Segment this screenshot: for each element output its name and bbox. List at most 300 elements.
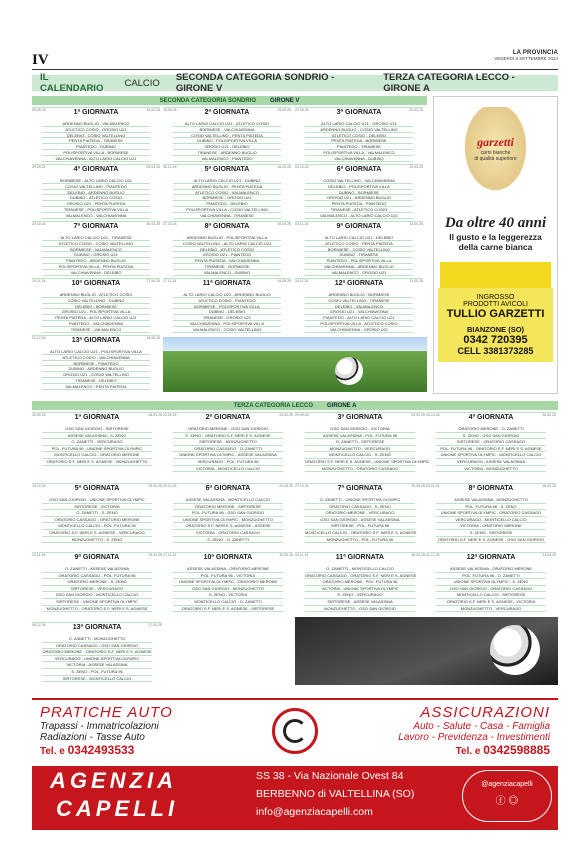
round-header <box>295 279 423 291</box>
round-header <box>32 222 160 234</box>
round-date-return: 16.03.25 <box>542 484 556 488</box>
match-row: ARDENNO BUGLIO - BORMIESE <box>305 292 413 298</box>
round-title: 7ª GIORNATA <box>73 223 119 230</box>
round-title: 11ª GIORNATA <box>202 280 251 287</box>
match-row: ASSESE VALASSINA - S. ZENO <box>42 433 152 440</box>
match-row: DELEBIO - ARDENNO BUGLIO <box>42 190 150 196</box>
match-row: O. ZANETTI - UNIONE SPORTIVA OLYMPIC <box>305 497 415 504</box>
garzetti-tag2: di qualità superiore <box>474 156 517 162</box>
round-date-first: 29.09.24 <box>295 413 309 417</box>
capelli-logo-icon <box>272 708 318 754</box>
round-title: 13ª GIORNATA <box>72 624 122 631</box>
round-title: 11ª GIORNATA <box>335 554 384 561</box>
round-date-first: 15.09.24 <box>32 413 46 417</box>
match-row: DELEBIO - POLISPORTIVA VILLA <box>305 184 413 190</box>
round-title: 4ª GIORNATA <box>468 414 514 421</box>
match-row: ORATORIO MERONE - O. ZANETTI <box>436 426 546 433</box>
match-row: DUBINO - ATLETICO COSIO <box>42 195 150 201</box>
garzetti-headline: Da oltre 40 anni <box>444 215 547 231</box>
match-row: GROSIO U21 - VALCHIAVENNA <box>305 309 413 315</box>
match-row: VALCHIAVENNA - TIRANESE <box>173 213 281 219</box>
match-row: GSO SAN GIORGIO - MONZUGHETTO <box>173 586 283 593</box>
match-row: O. ZANETTI - MONZUGHETTO <box>42 636 152 643</box>
match-row: ORATORIO MERONE - S. ZENO <box>42 579 152 586</box>
round-cell <box>295 278 423 333</box>
match-row: DUBINO - ARDENNO BUGLIO <box>42 366 150 372</box>
round-header <box>295 553 425 565</box>
round-date-return: 06.04.25 <box>277 222 291 226</box>
round-date-return: 18.05.25 <box>146 336 160 340</box>
section-header <box>32 72 558 94</box>
garzetti-town: BIANZONE (SO) <box>466 325 525 334</box>
match-row: MONZUGHETTO - POL. FUTURA 96 <box>305 537 415 544</box>
round-date-return: 11.05.25 <box>409 279 423 283</box>
match-row: DELEBIO - COSIO VALTELLINO <box>42 133 150 139</box>
round-date-return: 15.02.25 <box>146 108 160 112</box>
capelli-email: info@agenziacapelli.com <box>256 806 373 818</box>
match-row: POLISPORTIVA VILLA - VALMALENCO <box>305 150 413 156</box>
round-date-first: 22.09.24 <box>163 413 177 417</box>
match-row: ORATORIO MERONE - VERCURAGO <box>305 510 415 517</box>
round-date-return: 30.03.25 <box>279 553 293 557</box>
capelli-address1: SS 38 - Via Nazionale Ovest 84 <box>256 770 404 782</box>
round-date-first: 17.11.24 <box>163 279 177 283</box>
garzetti-name: TULLIO GARZETTI <box>446 308 545 320</box>
match-row: VALCHIAVENNA - DUBINO <box>305 156 413 162</box>
round-date-first: 03.11.24 <box>295 222 309 226</box>
match-row: SIRTORESE - POL. FUTURA 96 <box>305 523 415 530</box>
match-row: S. ZENO - ORATORIO S.F. NERI E S. AGNESE <box>173 433 283 440</box>
match-row: UNIONE SPORTIVA OLYMPIC - S. ZENO <box>436 579 546 586</box>
round-title: 10ª GIORNATA <box>203 554 253 561</box>
match-row: ORATORIO MERONE - SIRTORESE <box>173 504 283 511</box>
match-row: ORATORIO S.F. NERI E S. AGNESE - SIRTORESE <box>173 606 283 613</box>
football-icon <box>335 357 363 385</box>
round-date-return: 09.03.25 <box>146 165 160 169</box>
match-row: PIANTEDO - DELEBIO <box>173 201 281 207</box>
match-row: VERCURAGO - UNIONE SPORTIVA OLYMPIC <box>42 656 152 663</box>
round-header <box>163 484 293 496</box>
match-row: ALTO LARIO CALCIO U21 - GROSIO U21 <box>305 121 413 127</box>
round-cell <box>295 552 425 612</box>
round-cell <box>163 278 291 333</box>
match-row: ASSESE VALASSINA - ORATORIO MERONE <box>173 566 283 573</box>
match-row: VALMALENCO - GROSIO U21 <box>305 270 413 276</box>
terza-girone: GIRONE A <box>327 402 357 409</box>
match-row: GSO SAN GIORGIO - ORATORIO CASSAGO <box>436 586 546 593</box>
match-row: BORMIESE - GROSIO U21 <box>173 195 281 201</box>
round-cell <box>163 221 291 276</box>
round-title: 9ª GIORNATA <box>74 554 120 561</box>
seconda-section-bar <box>32 96 427 105</box>
match-row: POL. FUTURA 96 - ORATORIO S.F. NERI E S. AGNESE <box>436 446 546 453</box>
round-title: 12ª GIORNATA <box>466 554 516 561</box>
round-cell <box>32 622 162 682</box>
round-date-first: 06.10.24 <box>163 165 177 169</box>
round-header <box>295 222 423 234</box>
pratiche-line2: Radiazioni - Tasse Auto <box>40 732 145 743</box>
round-title: 8ª GIORNATA <box>468 485 514 492</box>
round-title: 8ª GIORNATA <box>204 223 250 230</box>
round-date-return: 30.03.25 <box>146 222 160 226</box>
round-title: 5ª GIORNATA <box>74 485 120 492</box>
match-row: VICTORIA - ORATORIO MERONE <box>436 523 546 530</box>
match-row: BORMIESE - PIANTEDO <box>42 361 150 367</box>
capelli-social-badge <box>462 770 552 822</box>
round-date-first: 08.12.24 <box>32 623 46 627</box>
round-header <box>32 413 162 425</box>
match-row: ASSESE VALASSINA - ORATORIO MERONE <box>436 566 546 573</box>
match-row: VERCURAGO - POL. FUTURA 96 <box>173 459 283 466</box>
round-header <box>426 484 556 496</box>
match-row: ALTO LARIO CALCIO U21 - DELEBIO <box>305 235 413 241</box>
match-row: VICTORIA - UNIONE SPORTIVA OLYMPIC <box>305 586 415 593</box>
pratiche-tel-number: 0342493533 <box>67 743 135 757</box>
match-row: S. ZENO - VERCURAGO <box>305 592 415 599</box>
match-row: TIRANESE - VALMALENCO <box>42 327 150 333</box>
round-cell <box>295 412 430 472</box>
football-icon <box>490 625 540 675</box>
round-title: 10ª GIORNATA <box>71 280 121 287</box>
round-date-return: 26.01.25 <box>148 413 162 417</box>
round-cell <box>32 483 162 543</box>
match-row: PIANTEDO - TIRANESE <box>305 144 413 150</box>
match-row: PENTA PIATEDA - VALCHIAVENNA <box>173 258 281 264</box>
round-date-return: 23.02.25 <box>277 108 291 112</box>
match-row: PIANTEDO - POLISPORTIVA VILLA <box>305 258 413 264</box>
round-date-first: 24.11.24 <box>295 279 309 283</box>
round-cell <box>32 335 160 390</box>
round-date-first: 10.11.24 <box>32 279 46 283</box>
match-row: POL. FUTURA 96 - UNIONE SPORTIVA OLYMPIC <box>42 446 152 453</box>
match-row: ORATORIO MERONE - ORATORIO S.F. NERI E S. AGNESE <box>42 649 152 655</box>
match-row: ALTO LARIO CALCIO U21 - ATLETICO COSIO <box>173 121 281 127</box>
round-date-return: 04.05.25 <box>277 279 291 283</box>
match-row: SIRTORESE - MONZUGHETTO <box>173 439 283 446</box>
round-title: 3ª GIORNATA <box>336 109 382 116</box>
match-row: S. ZENO - POL. FUTURA 96 <box>42 669 152 676</box>
match-row: O. ZANETTI - S. ZENO <box>42 510 152 517</box>
round-title: 1ª GIORNATA <box>73 109 119 116</box>
page-number: IV <box>32 52 49 68</box>
round-header <box>163 165 291 177</box>
round-cell <box>32 552 162 612</box>
match-row: GSO SAN GIORGIO - UNIONE SPORTIVA OLYMPIC <box>42 497 152 504</box>
match-row: VALCHIAVENNA - ALTO LARIO CALCIO U21 <box>42 156 150 162</box>
round-date-return: 27.04.25 <box>148 623 162 627</box>
capelli-left-block <box>40 704 260 757</box>
match-row: VERCURAGO - MONTICELLO CALCIO <box>436 517 546 524</box>
match-row: UNIONE SPORTIVA OLYMPIC - MONTICELLO CALCIO <box>436 452 546 459</box>
capelli-address2: BERBENNO di VALTELLINA (SO) <box>256 788 415 800</box>
round-cell <box>163 552 293 612</box>
round-date-first: 20.10.24 <box>32 222 46 226</box>
match-row: DELEBIO - VALMALENCO <box>305 304 413 310</box>
match-row: ORATORIO S.F. NERI E S. AGNESE - VICTORIA <box>436 599 546 606</box>
round-date-return: 06.04.25 <box>411 553 425 557</box>
round-cell <box>163 483 293 543</box>
match-row: UNIONE SPORTIVA OLYMPIC - MONZUGHETTO <box>173 517 283 524</box>
round-title: 2ª GIORNATA <box>205 414 251 421</box>
facebook-icon: ⓕ <box>495 796 506 807</box>
match-row: VALMALENCO - ALTO LARIO CALCIO U21 <box>305 213 413 219</box>
round-header <box>163 279 291 291</box>
round-cell <box>426 552 556 612</box>
assicurazioni-line1: Auto - Salute - Casa - Famiglia <box>413 721 550 732</box>
match-row: COSIO VALTELLINO - VALCHIAVENNA <box>305 178 413 184</box>
match-row: TIRANESE - ARDENNO BUGLIO <box>173 150 281 156</box>
match-row: TIRANESE - DELEBIO <box>42 378 150 384</box>
header-sport: CALCIO <box>124 77 160 89</box>
round-date-first: 22.09.24 <box>295 108 309 112</box>
match-row: VICTORIA - MONZUGHETTO <box>436 466 546 473</box>
match-row: POLISPORTIVA VILLA - BORMIESE <box>42 150 150 156</box>
match-row: GSO SAN GIORGIO - MONTICELLO CALCIO <box>42 592 152 599</box>
match-row: DELEBIO - ATLETICO COSIO <box>173 247 281 253</box>
match-row: SIRTORESE - VERCURAGO <box>42 586 152 593</box>
round-date-first: 15.09.24 <box>163 108 177 112</box>
capelli-social-handle: @agenziacapelli <box>481 781 533 788</box>
match-row: BORMIESE - POLISPORTIVA VILLA <box>173 304 281 310</box>
match-row: GROSIO U21 - PENTA PIATEDA <box>42 201 150 207</box>
round-date-return: 09.03.25 <box>411 484 425 488</box>
match-row: ORATORIO CASSAGO - ORATORIO S.F. NERI E S. AGNESE <box>305 572 417 578</box>
match-row: POL. FUTURA 96 - GSO SAN GIORGIO <box>173 510 283 517</box>
round-cell <box>295 107 423 162</box>
match-row: VALCHIAVENNA - DELEBIO <box>42 270 150 276</box>
round-cell <box>295 221 423 276</box>
match-row: GSO SAN GIORGIO - ASSESE VALASSINA <box>305 517 415 524</box>
match-row: GSO SAN GIORGIO - SIRTORESE <box>42 426 152 433</box>
match-row: VICTORIA - ASSESE VALASSINA <box>42 662 152 669</box>
match-row: DUBINO - POLISPORTIVA VILLA <box>173 138 281 144</box>
match-row: GROSIO U21 - ARDENNO BUGLIO <box>305 195 413 201</box>
round-cell <box>32 164 160 219</box>
round-header <box>163 413 293 425</box>
round-date-first: 27.10.24 <box>295 484 309 488</box>
match-row: BORMIESE - VALMALENCO <box>42 247 150 253</box>
round-date-return: 13.04.25 <box>409 222 423 226</box>
round-header <box>295 413 425 425</box>
match-row: ORATORIO S.F. NERI E S. AGNESE - VERCURAGO <box>42 530 152 537</box>
match-row: ALTO LARIO CALCIO U21 - ARDENNO BUGLIO <box>173 292 281 298</box>
match-row: MONTICELLO CALCIO - ORATORIO S.F. NERI E S. AGNESE <box>305 529 417 535</box>
match-row: SIRTORESE - ASSESE VALASSINA <box>305 599 415 606</box>
round-cell <box>32 221 160 276</box>
match-row: ORATORIO MERONE - GSO SAN GIORGIO <box>173 426 283 433</box>
round-cell <box>32 278 160 333</box>
round-date-first: 13.10.24 <box>295 165 309 169</box>
match-row: VALMALENCO - PIANTEDO <box>173 156 281 162</box>
match-row: POL. FUTURA 96 - VICTORIA <box>173 573 283 580</box>
round-title: 9ª GIORNATA <box>336 223 382 230</box>
match-row: DUBINO - DELEBIO <box>173 309 281 315</box>
round-cell <box>32 412 162 466</box>
match-row: ORATORIO S.F. NERI E S. AGNESE - GSO SAN GIORGIO <box>437 536 545 542</box>
match-row: VALMALENCO - DUBINO <box>173 270 281 276</box>
round-title: 7ª GIORNATA <box>337 485 383 492</box>
garzetti-logo: garzetti <box>477 135 514 149</box>
round-date-first: 29.09.24 <box>32 165 46 169</box>
match-row: TIRANESE - GROSIO U21 <box>173 315 281 321</box>
round-header <box>163 108 291 120</box>
match-row: ATLETICO COSIO - GROSIO U21 <box>42 127 150 133</box>
match-row: ARDENNO BUGLIO - VALMALENCO <box>42 121 150 127</box>
capelli-brand1: AGENZIA <box>50 768 177 793</box>
match-row: MONZUGHETTO - S. ZENO <box>42 537 152 544</box>
match-row: ARDENNO BUGLIO - COSIO VALTELLINO <box>305 127 413 133</box>
round-cell <box>163 164 291 219</box>
chicken-illustration <box>453 107 538 207</box>
match-row: VALMALENCO - COSIO VALTELLINO <box>173 327 281 333</box>
match-row: GROSIO U21 - PIANTEDO <box>173 252 281 258</box>
match-row: MONTICELLO CALCIO - O. ZANETTI <box>173 599 283 606</box>
round-title: 6ª GIORNATA <box>336 166 382 173</box>
match-row: MONTICELLO CALCIO - S. ZENO <box>305 452 415 459</box>
match-row: ORATORIO MERONE - POL. FUTURA 96 <box>305 579 415 586</box>
round-header <box>32 336 160 348</box>
round-header <box>295 165 423 177</box>
match-row: DUBINO - BORMIESE <box>305 190 413 196</box>
match-row: S. ZENO - SIRTORESE <box>436 530 546 537</box>
match-row: POL. FUTURA 96 - S. ZENO <box>436 504 546 511</box>
match-row: TIRANESE - POLISPORTIVA VILLA <box>42 207 150 213</box>
match-row: VALCHIAVENNA - ARDENNO BUGLIO <box>305 264 413 270</box>
capelli-right-block <box>330 704 550 757</box>
match-row: COSIO VALTELLINO - ALTO LARIO CALCIO U21 <box>173 241 281 247</box>
garzetti-chicken-photo <box>440 262 551 288</box>
match-row: VALMALENCO - PENTA PIATEDA <box>42 384 150 390</box>
round-cell <box>163 107 291 162</box>
match-row: UNIONE SPORTIVA OLYMPIC - ORATORIO CASSAGO <box>436 510 546 517</box>
match-row: VALCHIAVENNA - POLISPORTIVA VILLA <box>173 321 281 327</box>
round-title: 4ª GIORNATA <box>73 166 119 173</box>
match-row: DUBINO - GROSIO U21 <box>42 252 150 258</box>
round-header <box>32 553 162 565</box>
seconda-girone: GIRONE V <box>270 97 300 104</box>
match-row: POLISPORTIVA VILLA - PENTA PIATEDA <box>42 264 150 270</box>
match-row: PIANTEDO - ARDENNO BUGLIO <box>42 258 150 264</box>
round-header <box>163 553 293 565</box>
garzetti-box2: PRODOTTI AVICOLI <box>463 301 528 308</box>
match-row: MONTICELLO CALCIO - ORATORIO MERONE <box>42 452 152 459</box>
round-header <box>295 108 423 120</box>
round-title: 6ª GIORNATA <box>205 485 251 492</box>
round-date-return: 23.02.25 <box>148 484 162 488</box>
round-date-first: 13.10.24 <box>32 484 46 488</box>
round-date-first: 08.09.24 <box>32 108 46 112</box>
assicurazioni-tel <box>330 743 550 757</box>
match-row: GSO SAN GIORGIO - VICTORIA <box>305 426 415 433</box>
match-row: ORATORIO CASSAGO - ORATORIO MERONE <box>42 517 152 524</box>
round-date-return: 16.02.25 <box>542 413 556 417</box>
round-header <box>32 108 160 120</box>
match-row: MONZUGHETTO - VERCURAGO <box>305 446 415 453</box>
match-row: POL. FUTURA 96 - O. ZANETTI <box>436 573 546 580</box>
match-row: COSIO VALTELLINO - PIANTEDO <box>42 184 150 190</box>
round-header <box>32 484 162 496</box>
match-row: ALTO LARIO CALCIO U21 - DUBINO <box>173 178 281 184</box>
round-title: 5ª GIORNATA <box>204 166 250 173</box>
round-cell <box>426 483 556 543</box>
match-row: ORATORIO S.F. NERI E S. AGNESE - ASSESE <box>173 523 283 530</box>
match-row: ALTO LARIO CALCIO U21 - TIRANESE <box>42 235 150 241</box>
round-date-first: 17.11.24 <box>163 553 177 557</box>
match-row: BORMIESE - ALTO LARIO CALCIO U21 <box>42 178 150 184</box>
match-row: PENTA PIATEDA - ALTO LARIO CALCIO U21 <box>42 315 150 321</box>
garzetti-advertisement <box>433 96 558 394</box>
round-title: 2ª GIORNATA <box>204 109 250 116</box>
round-date-return: 02.03.25 <box>409 108 423 112</box>
round-header <box>32 279 160 291</box>
round-header <box>32 165 160 177</box>
round-cell <box>163 412 293 472</box>
top-rule <box>32 69 558 70</box>
match-row: ATLETICO COSIO - DELEBIO <box>305 133 413 139</box>
round-cell <box>32 107 160 162</box>
publication-name: LA PROVINCIA <box>512 50 558 56</box>
match-row: PIANTEDO - VALCHIAVENNA <box>42 321 150 327</box>
round-title: 1ª GIORNATA <box>74 414 120 421</box>
assicurazioni-tel-label: Tel. e <box>455 746 481 757</box>
match-row: VALCHIAVENNA - GROSIO U21 <box>305 327 413 333</box>
match-row: ORATORIO CASSAGO - S. ZENO <box>305 504 415 511</box>
round-date-return: 09.02.25 <box>411 413 425 417</box>
match-row: S. ZENO - O. ZANETTI <box>173 537 283 544</box>
match-row: O. ZANETTI - ASSESE VALASSINA <box>42 566 152 573</box>
match-row: MONZUGHETTO - ORATORIO CASSAGO <box>305 466 415 473</box>
garzetti-phone1: 0342 720395 <box>463 334 528 346</box>
round-date-first: 24.11.24 <box>295 553 309 557</box>
assicurazioni-tel-number: 0342598885 <box>483 743 550 757</box>
match-row: TIRANESE - BORMIESE <box>173 264 281 270</box>
match-row: PIANTEDO - DUBINO <box>42 144 150 150</box>
match-row: ATLETICO COSIO - PENTA PIATEDA <box>305 241 413 247</box>
round-title: 12ª GIORNATA <box>334 280 384 287</box>
round-header <box>32 623 162 635</box>
match-row: ORATORIO CASSAGO - O. ZANETTI <box>173 446 283 453</box>
football-field-photo <box>163 337 427 392</box>
match-row: VERCURAGO - ASSESE VALASSINA <box>436 459 546 466</box>
round-date-return: 02.03.25 <box>279 484 293 488</box>
match-row: TIRANESE - ATLETICO COSIO <box>305 207 413 213</box>
assicurazioni-line2: Lavoro - Previdenza - Investimenti <box>398 732 550 743</box>
round-cell <box>295 164 423 219</box>
round-date-first: 06.10.24 <box>426 413 440 417</box>
match-row: GROSIO U21 - DELEBIO <box>173 144 281 150</box>
match-row: BORMIESE - COSIO VALTELLINO <box>305 247 413 253</box>
match-row: S. ZENO - VICTORIA <box>173 592 283 599</box>
match-row: O. ZANETTI - VERCURAGO <box>42 439 152 446</box>
match-row: ORATORIO S.F. NERI E S. AGNESE - UNIONE SPORTIVA OLYMPIC <box>305 458 430 464</box>
match-row: UNIONE SPORTIVA OLYMPIC - ASSESE VALASSINA <box>173 452 283 459</box>
match-row: PIANTEDO - ALTO LARIO CALCIO U21 <box>305 315 413 321</box>
match-row: ALTO LARIO CALCIO U21 - POLISPORTIVA VILLA <box>42 349 150 355</box>
match-row: ARDENNO BUGLIO - PENTA PIATEDA <box>173 184 281 190</box>
capelli-brand2: CAPELLI <box>56 796 179 821</box>
match-row: MONZUGHETTO - GSO SAN GIORGIO <box>305 606 415 613</box>
match-row: ASSESE VALASSINA - POL. FUTURA 96 <box>305 433 415 440</box>
publication-date: VENERDÌ 6 SETTEMBRE 2024 <box>494 56 558 61</box>
match-row: SIRTORESE - MONTICELLO CALCIO <box>42 676 152 683</box>
match-row: POLISPORTIVA VILLA - COSIO VALTELLINO <box>173 207 281 213</box>
match-row: DELEBIO - BORMIESE <box>42 304 150 310</box>
match-row: O. ZANETTI - MONTICELLO CALCIO <box>305 566 415 573</box>
match-row: MONTICELLO CALCIO - SIRTORESE <box>436 592 546 599</box>
garzetti-sub2: della carne bianca <box>458 242 533 252</box>
round-date-first: 20.10.24 <box>163 484 177 488</box>
round-date-return: 27.04.25 <box>146 279 160 283</box>
